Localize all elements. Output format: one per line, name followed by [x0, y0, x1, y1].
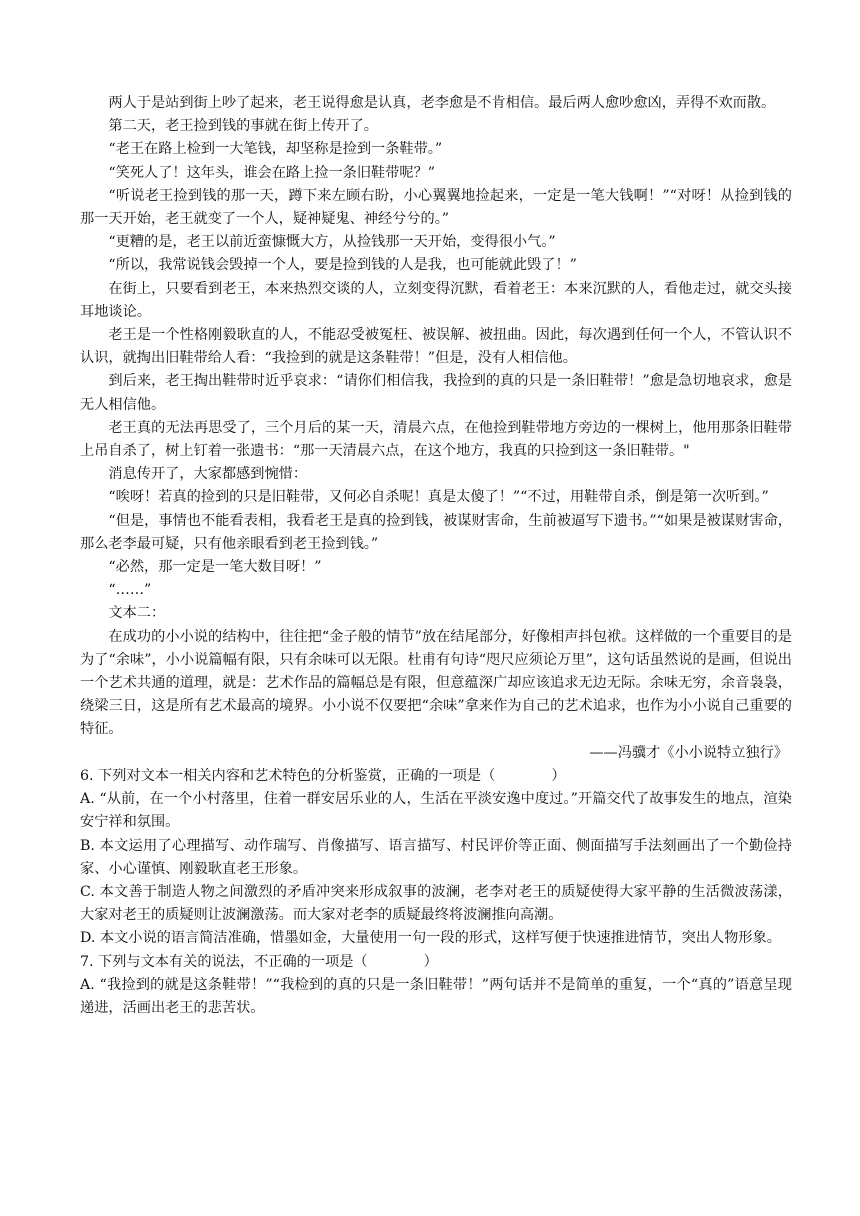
- option-6a: A. “从前，在一个小村落里，住着一群安居乐业的人，生活在平淡安逸中度过。”开篇交代了故事发生的地点，渲染安宁祥和氛围。: [80, 791, 792, 831]
- section-heading: 文本二：: [108, 605, 166, 622]
- option-6c: C. 本文善于制造人物之间激烈的矛盾冲突来形成叙事的波澜，老李对老王的质疑使得大家平静的生活微波荡漾，大家对老王的质疑则让波澜激荡。而大家对老李的质疑最终将波澜推向高潮。: [80, 883, 792, 924]
- paragraph: 第二天，老王捡到钱的事就在街上传开了。: [108, 118, 378, 135]
- paragraph: “必然，那一定是一笔大数目呀！”: [108, 559, 322, 576]
- paragraph: 两人于是站到街上吵了起来，老王说得愈是认真，老李愈是不肯相信。最后两人愈吵愈凶，弄得不欢而散。: [108, 95, 776, 111]
- question-7-close: ）: [423, 953, 438, 970]
- paragraph: “但是，事情也不能看表相，我看老王是真的捡到钱，被谋财害命，生前被逼写下遗书。”“如果是被谋财害命，那么老李最可疑，只有他亲眼看到老王捡到钱。”: [80, 512, 792, 552]
- option-7a: A. “我捡到的就是这条鞋带！”“我检到的真的只是一条旧鞋带！”两句话并不是简单的重复，一个“真的”语意呈现递进，活画出老王的悲苦状。: [80, 976, 792, 1016]
- paragraph: 消息传开了，大家都感到惋惜：: [108, 466, 308, 483]
- paragraph: 老王真的无法再思受了，三个月后的某一天，清晨六点，在他捡到鞋带地方旁边的一棵树上，他用那条旧鞋带上吊自杀了，树上钉着一张遗书：“那一天清晨六点，在这个地方，我真的只捡到这一条旧鞋带。": [80, 419, 792, 460]
- paragraph: “唉呀！若真的捡到的只是旧鞋带，又何必自杀呢！真是太傻了！”“不过，用鞋带自杀，倒是第一次听到。”: [108, 489, 769, 506]
- question-6-close: ）: [551, 767, 566, 784]
- paragraph: 到后来，老王掏出鞋带时近乎哀求：“请你们相信我，我捡到的真的只是一条旧鞋带！”愈是急切地哀求，愈是无人相信他。: [80, 373, 792, 413]
- paragraph: 在成功的小小说的结构中，往往把“金子般的情节”放在结尾部分，好像相声抖包袱。这样做的一个重要目的是为了“余味”，小小说篇幅有限，只有余味可以无限。杜甫有句诗“咫尺应须论万里”，这句话虽然说的是画，但说出一个艺术共通的道理，就是：艺术作品的篇幅总是有限，但意蕴深广却应该追求无边无际。余味无穷，余音袅袅，绕梁三日，这是所有艺术最高的境界。小小说不仅要把“余味”拿来作为自己的艺术追求，也作为小小说自己重要的特征。: [80, 628, 792, 738]
- paragraph: “老王在路上检到一大笔钱，却坚称是捡到一条鞋带。”: [108, 141, 443, 158]
- paragraph: 老王是一个性格刚毅耿直的人，不能忍受被冤枉、被误解、被扭曲。因此，每次遇到任何一个人，不管认识不认识，就掏出旧鞋带给人看：“我捡到的就是这条鞋带！”但是，没有人相信他。: [80, 327, 792, 367]
- question-6-text: 6. 下列对文本一相关内容和艺术特色的分析鉴赏，正确的一项是（: [80, 767, 496, 784]
- paragraph: “……”: [108, 582, 152, 599]
- option-6d: D. 本文小说的语言简洁准确，惜墨如金，大量使用一句一段的形式，这样写便于快速推进情节，突出人物形象。: [80, 930, 781, 947]
- paragraph: 在街上，只要看到老王，本来热烈交谈的人，立刻变得沉默，看着老王：本来沉默的人，看他走过，就交头接耳地谈论。: [80, 280, 792, 320]
- paragraph: “更糟的是，老王以前近蛮慷慨大方，从捡钱那一天开始，变得很小气。”: [108, 234, 556, 251]
- question-6-stem: [80, 765, 792, 788]
- paragraph: “所以，我常说钱会毁掉一个人，要是捡到钱的人是我，也可能就此毁了！”: [108, 257, 577, 274]
- question-7-text: 7. 下列与文本有关的说法，不正确的一项是（: [80, 953, 368, 970]
- paragraph: “笑死人了！这年头，谁会在路上捡一条旧鞋带呢？”: [108, 164, 436, 181]
- attribution: ——冯骥才《小小说特立独行》: [589, 744, 788, 761]
- paragraph: “听说老王捡到钱的那一天，蹲下来左顾右盼，小心翼翼地捡起来，一定是一笔大钱啊！”“对呀！从捡到钱的那一天开始，老王就变了一个人，疑神疑鬼、神经兮兮的。”: [80, 187, 792, 228]
- question-7-stem: [80, 951, 792, 974]
- option-6b: B. 本文运用了心理描写、动作瑞写、肖像描写、语言描写、村民评价等正面、侧面描写手法刻画出了一个勤俭持家、小心谨慎、刚毅耿直老王形象。: [80, 837, 792, 877]
